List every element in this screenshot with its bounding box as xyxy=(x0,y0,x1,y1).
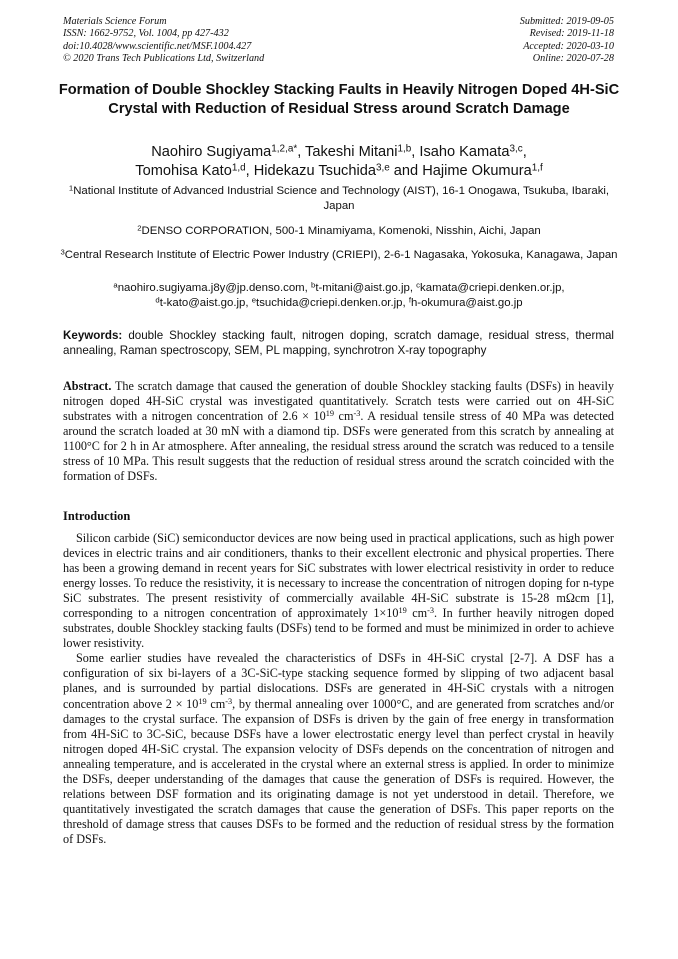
author-list: Naohiro Sugiyama$^{1,2,a*}$, Takeshi Mitani$^{1,b}$, Isaho Kamata$^{3,c}$, Tomohisa Kato$^{1,d}$, Hidekazu Tsuchida$^{3,e}$ and Hajime Okumura$^{1,f}$ xyxy=(135,143,543,179)
abstract: Abstract. The scratch damage that caused the generation of double Shockley stacking faults (DSFs) in heavily nitrogen doped 4H-SiC crystal was investigated quantitatively. Scratch tests were carried out on 4H-SiC substrates with a nitrogen concentration of $2.6 \times 10^{19}$ $cm^{-3}$. A residual tensile stress of 40 MPa was detected around the scratch loaded at 30 mN with a diamond tip. DSFs were generated from this scratch by annealing at 1100°C for 2 h in Ar atmosphere. After annealing, the residual stress around the scratch was reduced to a tensile stress of 10 MPa. This result suggests that the reduction of residual stress around the scratch coincided with the formation of DSFs. xyxy=(63,379,615,484)
issn-line: ISSN: 1662-9752, Vol. 1004, pp 427-432 xyxy=(63,28,229,40)
author-affiliation-mark: 1,2,a* xyxy=(271,143,298,155)
copyright-line: © 2020 Trans Tech Publications Ltd, Switzerland xyxy=(63,53,265,65)
accepted-date: Accepted: 2020-03-10 xyxy=(523,40,614,52)
keywords xyxy=(63,328,614,359)
revised-date: Revised: 2019-11-18 xyxy=(529,28,614,40)
author-emails: $^a$naohiro.sugiyama.j8y@jp.denso.com, $^b$t-mitani@aist.go.jp, $^c$kamata@criepi.denken.or.jp, $^d$t-kato@aist.go.jp, $^e$tsuchida@criepi.denken.or.jp, $^f$h-okumura@aist.go.jp xyxy=(113,280,565,310)
author-affiliation-mark: 3,c xyxy=(509,143,523,155)
affiliation-1: $^1$National Institute of Advanced Industrial Science and Technology (AIST), 16-1 Onogawa, Tsukuba, Ibaraki, Japan xyxy=(68,183,610,213)
author-name: Hidekazu Tsuchida xyxy=(253,163,376,179)
affiliation-3: $^3$Central Research Institute of Electric Power Industry (CRIEPI), 2-6-1 Nagasaka, Yokosuka, Kanagawa, Japan xyxy=(60,247,618,261)
section-heading-introduction: Introduction xyxy=(63,509,131,523)
email-link[interactable]: h-okumura@aist.go.jp xyxy=(410,297,523,310)
email-link[interactable]: kamata@criepi.denken.or.jp xyxy=(420,282,562,294)
abstract-label: Abstract. xyxy=(63,379,112,393)
submitted-date: Submitted: 2019-09-05 xyxy=(519,16,614,27)
author-affiliation-mark: 1,d xyxy=(231,162,246,174)
paragraph: Some earlier studies have revealed the characteristics of DSFs in 4H-SiC crystal [2-7]. A DSF has a configuration of six bi-layers of a 3C-SiC-type stacking sequence formed by slipping of two adjacent basal planes, and is surrounded by partial dislocations. DSFs are generated in 4H-SiC crystals with a nitrogen concentration above $2 \times 10^{19}$ $cm^{-3}$, by thermal annealing over 1000°C, and are generated from scratches and/or damages to the crystal surface. The expansion of DSFs is driven by the gain of free energy in transformation from 4H-SiC to 3C-SiC, because DSFs have a lower electrostatic energy level than perfect crystal in heavily nitrogen doped 4H-SiC crystal. The expansion velocity of DSFs depends on the concentration of nitrogen and annealing temperature, and is accelerated in the crystal where an external stress is applied. In order to minimize the DSFs, deeper understanding of the damages that cause the generation of DSFs is required. However, the relations between DSF formation and its originating damage is not yet understood in detail. Therefore, we quantitatively investigated the scratch damages that cause the generation of DSFs. This paper reports on the threshold of damage stress that causes DSFs to be formed and the reduction of residual stress by the formation of DSFs. xyxy=(63,651,615,846)
author-affiliation-mark: 3,e xyxy=(375,162,390,174)
paper-title: Formation of Double Shockley Stacking Faults in Heavily Nitrogen Doped 4H-SiC Crystal with Reduction of Residual Stress around Scratch Damage xyxy=(58,82,620,117)
author-name: Hajime Okumura xyxy=(422,163,532,179)
author-affiliation-mark: 1,b xyxy=(397,143,412,155)
journal-name: Materials Science Forum xyxy=(63,16,167,27)
online-date: Online: 2020-07-28 xyxy=(532,53,614,65)
submission-dates xyxy=(520,16,614,66)
email-link[interactable]: tsuchida@criepi.denken.or.jp xyxy=(256,297,403,310)
doi-line[interactable]: doi:10.4028/www.scientific.net/MSF.1004.427 xyxy=(63,40,252,52)
author-affiliation-mark: 1,f xyxy=(531,162,543,174)
email-link[interactable]: naohiro.sugiyama.j8y@jp.denso.com xyxy=(117,282,305,294)
author-name: Takeshi Mitani xyxy=(305,144,398,160)
keywords-text: double Shockley stacking fault, nitrogen doping, scratch damage, residual stress, thermal annealing, Raman spectroscopy, SEM, PL mapping, synchrotron X-ray topography xyxy=(63,329,614,358)
journal-info xyxy=(63,16,264,66)
affiliation-2: $^2$DENSO CORPORATION, 500-1 Minamiyama, Komenoki, Nisshin, Aichi, Japan xyxy=(137,223,541,237)
author-name: Isaho Kamata xyxy=(419,144,510,160)
email-link[interactable]: t-mitani@aist.go.jp xyxy=(315,282,410,294)
email-link[interactable]: t-kato@aist.go.jp xyxy=(159,297,246,310)
author-name: Tomohisa Kato xyxy=(135,163,232,179)
author-name: Naohiro Sugiyama xyxy=(151,144,272,160)
paragraph: Silicon carbide (SiC) semiconductor devices are now being used in practical applications, such as high power devices in electric trains and air conditioners, thanks to their excellent electronic and physical properties. There has been a growing demand in recent years for SiC substrates with lower electrical resistivity in order to reduce energy losses. To reduce the resistivity, it is necessary to increase the concentration of nitrogen doping for n-type SiC substrates. The present resistivity of commercially available 4H-SiC substrate is 15-28 mΩcm [1], corresponding to a nitrogen concentration of approximately $1\times 10^{19}$ $cm^{-3}$. In further heavily nitrogen doped substrates, double Shockley stacking faults (DSFs) tend to be formed and must be minimized in order to achieve lower resistivity. xyxy=(63,531,614,651)
introduction-body xyxy=(63,531,614,847)
keywords-label: Keywords: xyxy=(63,329,123,342)
